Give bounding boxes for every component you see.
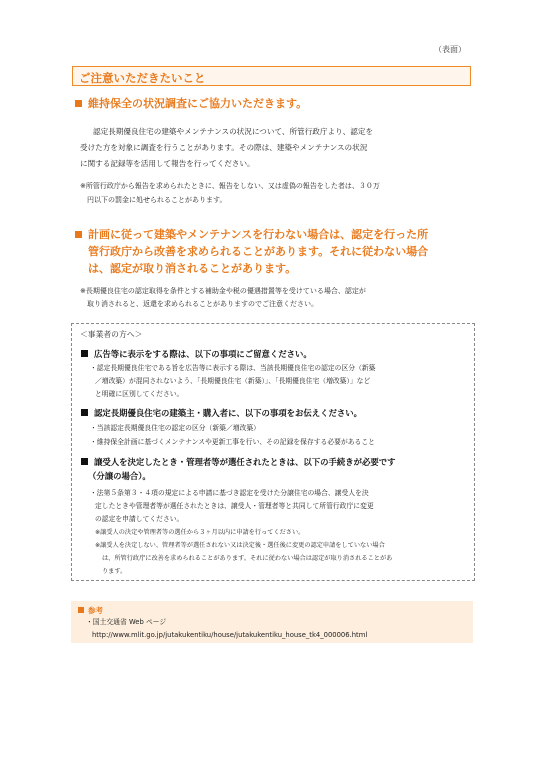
business-item-line: 定したときや管理者等が選任されたときは、譲受人・管理者等と共同して所管行政庁に変更 [95, 502, 374, 510]
section2-heading: 計画に従って建築やメンテナンスを行わない場合は、認定を行った所 [75, 227, 428, 243]
section1-body-line: に関する記録等を活用して報告を行ってください。 [80, 159, 255, 168]
reference-url-link[interactable]: http://www.mlit.go.jp/jutakukentiku/house/jutakukentiku_house_tk4_000006.html [92, 631, 368, 639]
section1-note-line: ※所管行政庁から報告を求められたときに、報告をしない、又は虚偽の報告をした者は、３０万 [80, 182, 380, 190]
business-item-heading: 認定長期優良住宅の建築主・購入者に、以下の事項をお伝えください。 [81, 407, 362, 420]
business-item-heading: 譲受人を決定したとき・管理者等が選任されたときは、以下の手続きが必要です [81, 456, 396, 469]
square-bullet-icon [75, 100, 82, 107]
business-item-line: ・法第５条第３・４項の規定による申請に基づき認定を受けた分譲住宅の場合、譲受人を決 [90, 489, 369, 497]
business-item-note: ※譲受人の決定や管理者等の選任から３ヶ月以内に申請を行ってください。 [95, 529, 305, 536]
square-bullet-icon [78, 607, 84, 613]
square-bullet-icon [81, 350, 88, 357]
square-bullet-icon [81, 458, 88, 465]
business-item-note: ります。 [102, 568, 127, 575]
reference-title: 参考 [78, 605, 103, 616]
reference-item: ・国土交通省 Web ページ [86, 618, 167, 626]
page-side-label: （表面） [434, 45, 466, 54]
business-box-label: ＜事業者の方へ＞ [80, 330, 143, 339]
business-item-heading-line: （分譲の場合）。 [88, 471, 151, 481]
section1-body-line: 受けた方を対象に調査を行うことがあります。その際は、建築やメンテナンスの状況 [80, 143, 368, 152]
business-item-line: ／増改築）が混同されないよう、「長期優良住宅（新築）」、「長期優良住宅（増改築）」など [95, 377, 371, 385]
square-bullet-icon [75, 231, 82, 238]
notice-title: ご注意いただきたいこと [79, 71, 206, 85]
business-item-line: ・当該認定長期優良住宅の認定の区分（新築／増改築） [90, 424, 260, 432]
section2-note-line: 取り消されると、返還を求められることがありますのでご注意ください。 [87, 300, 318, 308]
section2-heading-line: は、認定が取り消されることがあります。 [88, 262, 297, 275]
business-item-line: の認定を申請してください。 [95, 515, 184, 523]
section2-note-line: ※長期優良住宅の認定取得を条件とする補助金や税の優遇措置等を受けている場合、認定が [80, 287, 366, 295]
business-item-heading: 広告等に表示をする際は、以下の事項にご留意ください。 [81, 348, 312, 361]
business-item-line: ・維持保全計画に基づくメンテナンスや更新工事を行い、その記録を保存する必要があること [90, 438, 375, 446]
business-item-line: ・認定長期優良住宅である旨を広告等に表示する際は、当該長期優良住宅の認定の区分（新築 [90, 364, 376, 372]
section2-heading-line: 管行政庁から改善を求められることがあります。それに従わない場合 [88, 245, 429, 258]
section1-note-line: 円以下の罰金に処せられることがあります。 [87, 196, 227, 204]
business-item-line: と明確に区別してください。 [95, 390, 184, 398]
notice-header [72, 66, 471, 86]
square-bullet-icon [81, 409, 88, 416]
business-item-note: ※譲受人を決定しない、管理者等が選任されない又は決定後・選任後に変更の認定申請をしていない場合 [95, 542, 385, 549]
section1-heading: 維持保全の状況調査にご協力いただきます。 [75, 96, 307, 112]
section1-body-line: 認定長期優良住宅の建築やメンテナンスの状況について、所管行政庁より、認定を [93, 127, 374, 136]
business-item-note: は、所管行政庁に改善を求められることがあります。それに従わない場合は認定が取り消されることがあ [102, 555, 393, 562]
